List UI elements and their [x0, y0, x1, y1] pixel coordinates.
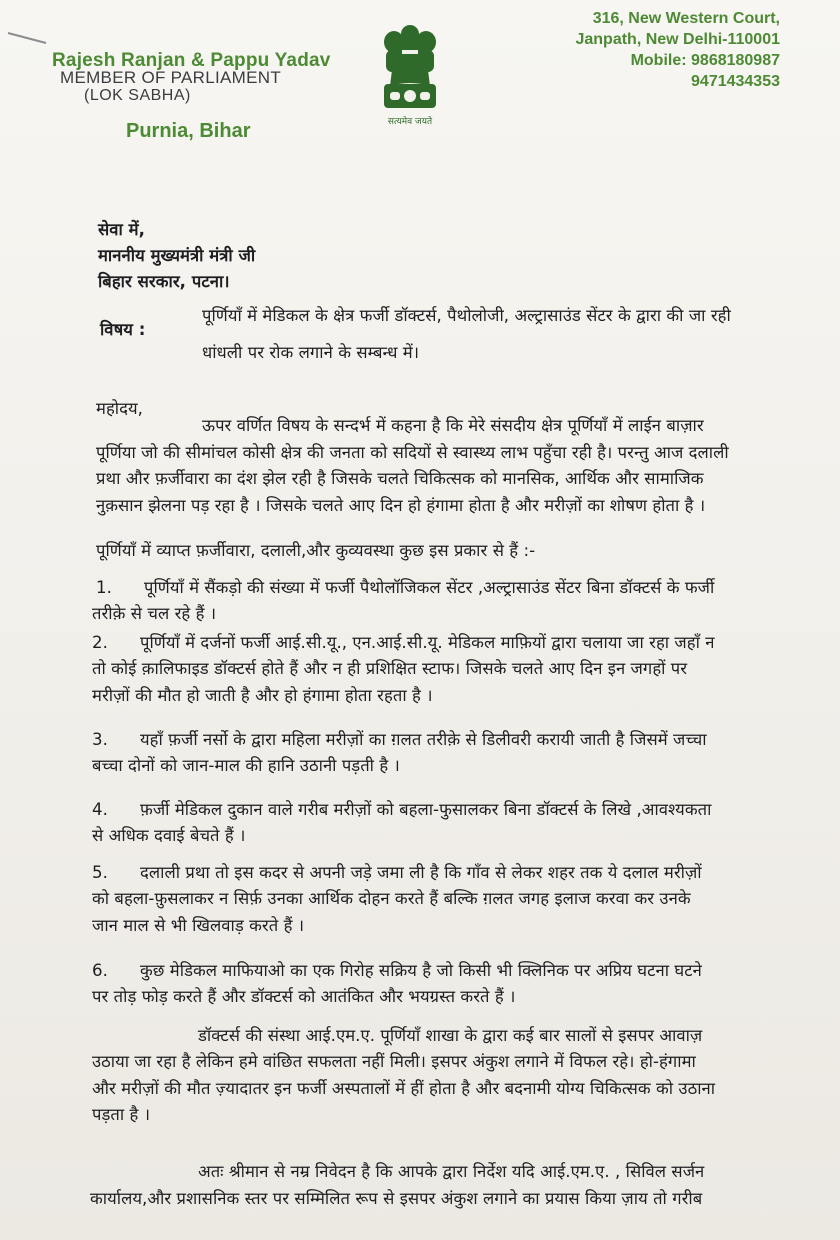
ima-para-line-3: और मरीज़ों की मौत ज़्यादातर इन फर्जी अस्पतालों में हीं होता है और बदनामी योग्य चिकित्सक को उठाना [92, 1079, 716, 1098]
list-item-number: 3. [92, 730, 108, 749]
list-item-4-line-2: से अधिक दवाई बेचते हैं । [92, 826, 246, 845]
list-item-number: 5. [92, 863, 108, 882]
list-item-number: 4. [92, 800, 108, 819]
subject-label: विषय : [100, 320, 146, 339]
list-item-5-line-2: को बहला-फ़ुसलाकर न सिर्फ़ उनका आर्थिक दोहन करते हैं बल्कि ग़लत जगह इलाज करवा कर उनके [92, 889, 691, 908]
mp-name: Rajesh Ranjan & Pappu Yadav [52, 50, 331, 71]
recipient-line-2: बिहार सरकार, पटना। [98, 272, 230, 291]
request-para-line-1: अतः श्रीमान से नम्र निवेदन है कि आपके द्वारा निर्देश यदि आई.एम.ए. , सिविल सर्जन [198, 1162, 705, 1181]
mp-house: (LOK SABHA) [84, 87, 191, 104]
intro-line-3: प्रथा और फ़र्जीवारा का दंश झेल रही है जिसके चलते चिकित्सक को मानसिक, आर्थिक और सामाजिक [96, 469, 704, 488]
greeting: महोदय, [96, 399, 143, 418]
list-item-3-line-2: बच्चा दोनों को जान-माल की हानि उठानी पड़ती है । [92, 756, 400, 775]
mobile-alt: 9471434353 [691, 73, 780, 90]
address-line-1: 316, New Western Court, [592, 10, 780, 27]
list-item-number: 6. [92, 961, 108, 980]
subject-line-1: पूर्णियाँ में मेडिकल के क्षेत्र फर्जी डॉक्टर्स, पैथोलोजी, अल्ट्रासाउंड सेंटर के द्वारा की जा रही [202, 306, 731, 325]
mp-constituency: Purnia, Bihar [126, 120, 251, 142]
list-item-number: 1. [96, 578, 112, 597]
recipient-line-1: माननीय मुख्यमंत्री मंत्री जी [98, 246, 256, 265]
list-item-2-line-3: मरीज़ों की मौत हो जाती है और हो हंगामा होता रहता है । [92, 686, 433, 705]
list-item-2-line-1: 2. पूर्णियाँ में दर्जनों फर्जी आई.सी.यू., एन.आई.सी.यू. मेडिकल माफ़ियों द्वारा चलाया जा रहा जहाँ न [92, 630, 715, 655]
list-item-1-line-2: तरीक़े से चल रहे हैं । [92, 604, 217, 623]
mobile-line: Mobile: 9868180987 [630, 52, 780, 69]
address-line-2: Janpath, New Delhi-110001 [575, 31, 780, 48]
intro-line-1: ऊपर वर्णित विषय के सन्दर्भ में कहना है कि मेरे संसदीय क्षेत्र पूर्णियाँ में लाईन बाज़ार [202, 416, 704, 435]
mp-designation: MEMBER OF PARLIAMENT [60, 68, 282, 87]
address-block [540, 8, 780, 92]
emblem-motto: सत्यमेव जयते [387, 117, 433, 127]
ima-para-line-1: डॉक्टर्स की संस्था आई.एम.ए. पूर्णियाँ शाखा के द्वारा कई बार सालों से इसपर आवाज़ [198, 1026, 703, 1045]
ima-para-line-2: उठाया जा रहा है लेकिन हमे वांछित सफलता नहीं मिली। इसपर अंकुश लगाने में विफल रहे। हो-हंगामा [92, 1052, 696, 1071]
intro-line-4: नुक़सान झेलना पड़ रहा है । जिसके चलते आए दिन हो हंगामा होता है और मरीज़ों का शोषण होता है । [96, 496, 706, 515]
list-item-1-line-1: 1. पूर्णियाँ में सैंकड़ो की संख्या में फर्जी पैथोलॉजिकल सेंटर ,अल्ट्रासाउंड सेंटर बिना डॉक्टर्स के फर्जी [96, 575, 714, 600]
ima-para-line-4: पड़ता है । [92, 1105, 151, 1124]
pen-stroke-mark [6, 30, 50, 46]
list-item-2-line-2: तो कोई क़ालिफाइड डॉक्टर्स होते हैं और न ही प्रशिक्षित स्टाफ। जिसके चलते आए दिन इन जगहों पर [92, 659, 688, 678]
list-intro: पूर्णियाँ में व्याप्त फ़र्जीवारा, दलाली,और कुव्यवस्था कुछ इस प्रकार से हैं :- [96, 541, 536, 560]
subject-line-2: धांधली पर रोक लगाने के सम्बन्ध में। [202, 343, 420, 362]
list-item-number: 2. [92, 633, 108, 652]
list-item-6-line-2: पर तोड़ फोड़ करते हैं और डॉक्टर्स को आतंकित और भयग्रस्त करते हैं । [92, 987, 516, 1006]
list-item-5-line-1: 5. दलाली प्रथा तो इस कदर से अपनी जड़े जमा ली है कि गाँव से लेकर शहर तक ये दलाल मरीज़ों [92, 860, 702, 885]
list-item-5-line-3: जान माल से भी खिलवाड़ करते हैं । [92, 916, 305, 935]
request-para-line-2: कार्यालय,और प्रशासनिक स्तर पर सम्मिलित रूप से इसपर अंकुश लगाने का प्रयास किया ज़ाय तो गरीब [90, 1189, 703, 1208]
national-emblem-icon [372, 20, 448, 132]
list-item-4-line-1: 4. फ़र्जी मेडिकल दुकान वाले गरीब मरीज़ों को बहला-फुसालकर बिना डॉक्टर्स के लिखे ,आवश्यकता [92, 797, 711, 822]
list-item-3-line-1: 3. यहाँ फ़र्जी नर्सो के द्वारा महिला मरीज़ों का ग़लत तरीक़े से डिलीवरी करायी जाती है जिसमें जच्चा [92, 727, 707, 752]
intro-line-2: पूर्णिया जो की सीमांचल कोसी क्षेत्र की जनता को सदियों से स्वास्थ्य लाभ पहुँचा रही है। परन्तु आज दलाली [96, 443, 729, 462]
salutation: सेवा में, [98, 220, 145, 239]
list-item-6-line-1: 6. कुछ मेडिकल माफियाओ का एक गिरोह सक्रिय है जो किसी भी क्लिनिक पर अप्रिय घटना घटने [92, 958, 702, 983]
